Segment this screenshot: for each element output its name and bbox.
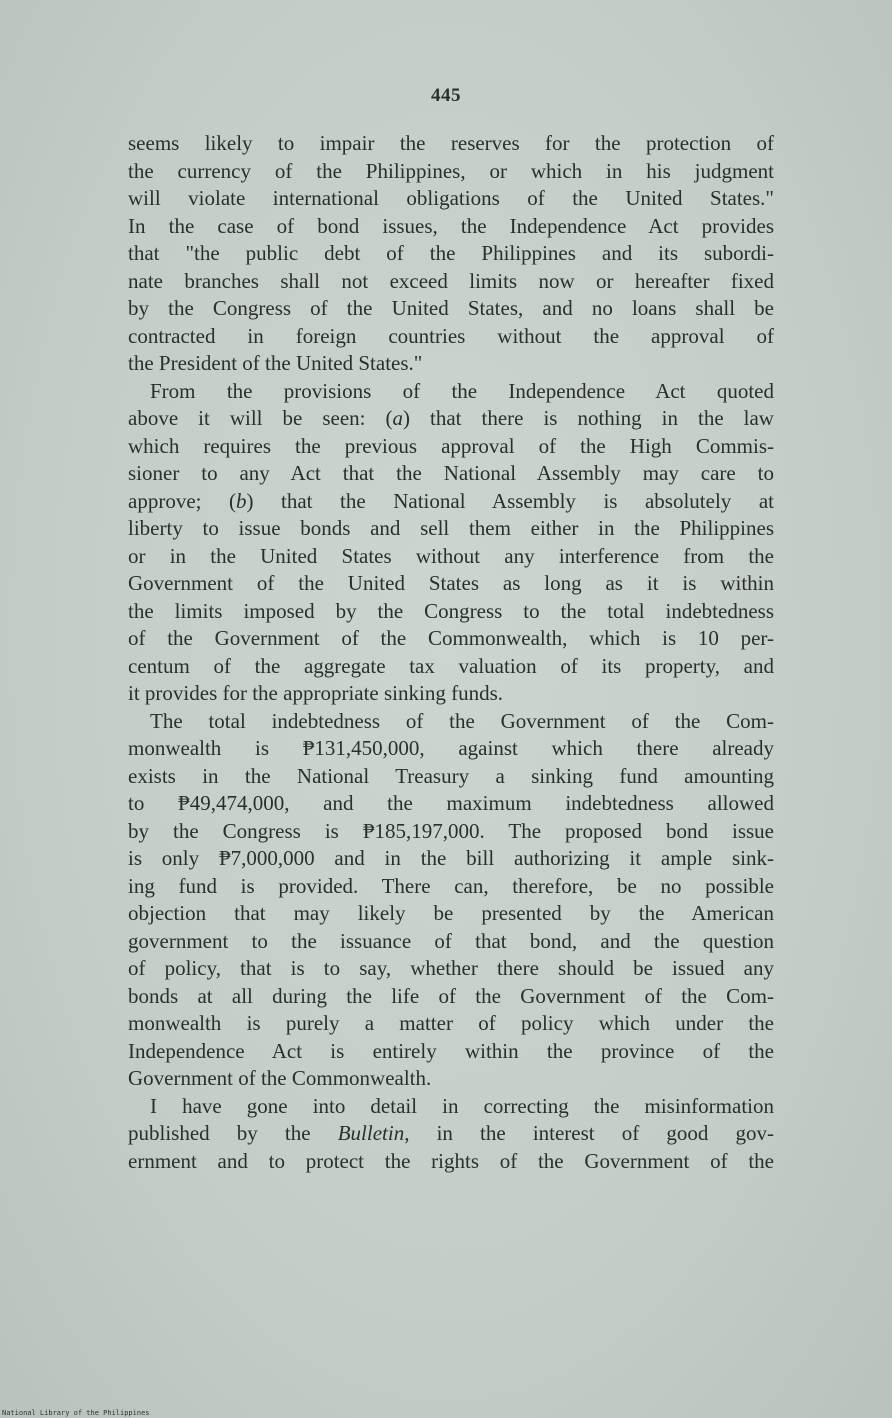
text-line: of the Government of the Commonwealth, which is 10 per- bbox=[128, 626, 774, 650]
text-line: the limits imposed by the Congress to the total indebtedness bbox=[128, 598, 774, 623]
text-line: by the Congress of the United States, and no loans shall be bbox=[128, 296, 774, 320]
text-line: ernment and to protect the rights of the Government of the bbox=[128, 1148, 774, 1173]
text-line: Independence Act is entirely within the province of the bbox=[128, 1038, 774, 1063]
text-line: published by the Bulletin, in the interest of good gov- bbox=[128, 1121, 774, 1145]
text-line: monwealth is ₱131,450,000, against which there already bbox=[128, 736, 774, 760]
text-line: is only ₱7,000,000 and in the bill authorizing it ample sink- bbox=[128, 846, 774, 870]
text-line: to ₱49,474,000, and the maximum indebtedness allowed bbox=[128, 791, 774, 815]
text-line: which requires the previous approval of the High Commis- bbox=[128, 433, 774, 458]
text-line: The total indebtedness of the Government of the Com- bbox=[150, 708, 774, 733]
text-line: From the provisions of the Independence Act quoted bbox=[150, 378, 774, 403]
text-line: will violate international obligations of the United States." bbox=[128, 186, 774, 210]
text-line: I have gone into detail in correcting the misinformation bbox=[150, 1093, 774, 1118]
text-line: Government of the Commonwealth. bbox=[128, 1066, 432, 1090]
text-line: seems likely to impair the reserves for the protection of bbox=[128, 131, 774, 155]
text-line: it provides for the appropriate sinking funds. bbox=[128, 681, 504, 705]
text-line: sioner to any Act that the National Assembly may care to bbox=[128, 461, 774, 485]
text-line: above it will be seen: (a) that there is nothing in the law bbox=[128, 406, 774, 430]
text-line: In the case of bond issues, the Independence Act provides bbox=[128, 213, 774, 238]
body-text bbox=[128, 130, 774, 1175]
text-line: monwealth is purely a matter of policy which under the bbox=[128, 1011, 774, 1035]
text-line: the President of the United States." bbox=[128, 351, 423, 375]
text-line: by the Congress is ₱185,197,000. The proposed bond issue bbox=[128, 818, 774, 843]
text-line: that "the public debt of the Philippines and its subordi- bbox=[128, 241, 774, 265]
text-line: Government of the United States as long as it is within bbox=[128, 571, 774, 595]
footer-credit: National Library of the Philippines bbox=[2, 1409, 150, 1417]
text-line: of policy, that is to say, whether there should be issued any bbox=[128, 956, 774, 980]
text-line: objection that may likely be presented by the American bbox=[128, 901, 774, 925]
text-line: government to the issuance of that bond, and the question bbox=[128, 928, 774, 953]
text-line: or in the United States without any interference from the bbox=[128, 543, 774, 568]
text-line: centum of the aggregate tax valuation of its property, and bbox=[128, 653, 774, 678]
text-line: bonds at all during the life of the Government of the Com- bbox=[128, 983, 774, 1008]
text-line: approve; (b) that the National Assembly is absolutely at bbox=[128, 488, 774, 513]
text-line: the currency of the Philippines, or which in his judgment bbox=[128, 158, 774, 183]
text-line: nate branches shall not exceed limits now or hereafter fixed bbox=[128, 268, 774, 293]
text-line: exists in the National Treasury a sinking fund amounting bbox=[128, 763, 774, 788]
text-line: contracted in foreign countries without the approval of bbox=[128, 323, 774, 348]
text-line: liberty to issue bonds and sell them either in the Philippines bbox=[128, 516, 774, 540]
page-number: 445 bbox=[431, 85, 461, 106]
publication-title: Bulletin bbox=[337, 1121, 405, 1145]
text-line: ing fund is provided. There can, therefore, be no possible bbox=[128, 873, 774, 898]
